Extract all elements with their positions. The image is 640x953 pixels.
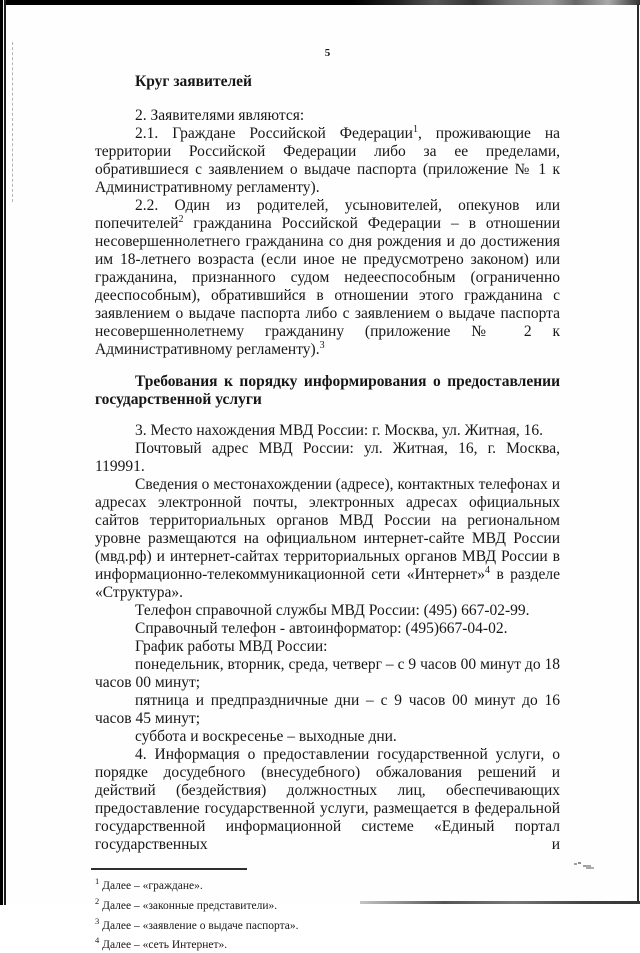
footnote-3 <box>95 914 560 934</box>
footnote-2 <box>95 894 560 914</box>
paragraph-3-schedule-weekdays: понедельник, вторник, среда, четверг – с 9 часов 00 минут до 18 часов 00 минут; <box>95 656 560 691</box>
paragraph-3-sites-text-a: Сведения о местонахождении (адресе), контактных телефонах и адресах электронной почты, электронных адресах официальных сайтов территориальных органов МВД России на региональном уровне размещаются на официальном интернет-сайте МВД России (мвд.рф) и интернет-сайтах территориальных органов МВД России в информационно-телекоммуникационной сети «Интернет» <box>95 476 560 583</box>
footnote-2-text: Далее – «законные представители». <box>102 899 278 912</box>
footnote-ref-4: 4 <box>485 564 491 576</box>
paragraph-3-schedule-friday: пятница и предпраздничные дни – с 9 часов 00 минут до 16 часов 45 минут; <box>95 692 560 727</box>
paragraph-2-2-text-a: 2.2. Один из родителей, усыновителей, опекунов или попечителей <box>95 197 560 232</box>
footnote-ref-2: 2 <box>178 213 184 225</box>
heading-information-requirements: Требования к порядку информирования о предоставлении государственной услуги <box>95 373 560 408</box>
paragraph-2-1 <box>95 125 560 197</box>
footnote-1 <box>95 874 560 894</box>
footnote-2-number: 2 <box>95 895 100 906</box>
paragraph-3-schedule-title: График работы МВД России: <box>135 638 328 655</box>
footnote-3-text: Далее – «заявление о выдаче паспорта». <box>102 919 299 932</box>
paragraph-2-1-text-a: 2.1. Граждане Российской Федерации <box>135 125 413 142</box>
paragraph-3-location: 3. Место нахождения МВД России: г. Москва, ул. Житная, 16. <box>135 422 544 439</box>
paragraph-3-sites <box>95 476 560 602</box>
footnote-4-text: Далее – «сеть Интернет». <box>102 939 228 952</box>
footnote-4-number: 4 <box>95 935 100 946</box>
document-body <box>95 46 560 953</box>
heading-applicants: Круг заявителей <box>135 73 252 90</box>
scan-artifact-smudge <box>578 862 581 864</box>
paragraph-3-postal: Почтовый адрес МВД России: ул. Житная, 16, г. Москва, 119991. <box>95 440 560 475</box>
footnote-1-number: 1 <box>95 876 100 886</box>
page-number: 5 <box>324 47 331 59</box>
paragraph-3-phone-reference: Телефон справочной службы МВД России: (495) 667-02-99. <box>135 602 530 619</box>
paragraph-2: 2. Заявителями являются: <box>135 107 305 124</box>
footnote-4 <box>95 933 560 953</box>
footnote-separator <box>91 868 247 870</box>
paragraph-3-sites-text-b: в разделе «Структура». <box>95 566 560 601</box>
footnote-1-text: Далее – «граждане». <box>102 879 203 892</box>
scan-edge-top <box>0 0 640 5</box>
scan-edge-right <box>637 4 639 902</box>
scan-edge-left <box>0 0 7 905</box>
footnote-3-number: 3 <box>95 915 100 926</box>
paragraph-3-schedule-weekend: суббота и воскресенье – выходные дни. <box>135 728 397 745</box>
paragraph-3-phone-autoinform: Справочный телефон - автоинформатор: (495)667-04-02. <box>135 620 508 637</box>
paragraph-2-2-text-b: гражданина Российской Федерации – в отношении несовершеннолетнего гражданина со дня рождения и до достижения им 18-летнего возраста (если иное не предусмотрено законом) или гражданина, признанного судом недееспособным (ограниченно дееспособным), обратившийся в отношении этого гражданина с заявлением о выдаче паспорта либо с заявлением о выдаче паспорта несовершеннолетнему гражданину (приложение № 2 к Административному регламенту). <box>95 215 560 358</box>
footnote-ref-3: 3 <box>319 339 325 351</box>
paragraph-2-1-text-b: , проживающие на территории Российской Федерации либо за ее пределами, обратившиеся с заявлением о выдаче паспорта (приложение № 1 к Административному регламенту). <box>95 125 560 196</box>
scan-artifact-dotted-line <box>12 42 13 202</box>
paragraph-4: 4. Информация о предоставлении государственной услуги, о порядке досудебного (внесудебного) обжалования решений и действий (бездействия) должностных лиц, обеспечивающих предоставление государственной услуги, размещается в федеральной государственной информационной системе «Единый портал государственных и <box>95 746 560 853</box>
footnote-ref-1: 1 <box>412 123 418 135</box>
paragraph-2-2 <box>95 197 560 359</box>
